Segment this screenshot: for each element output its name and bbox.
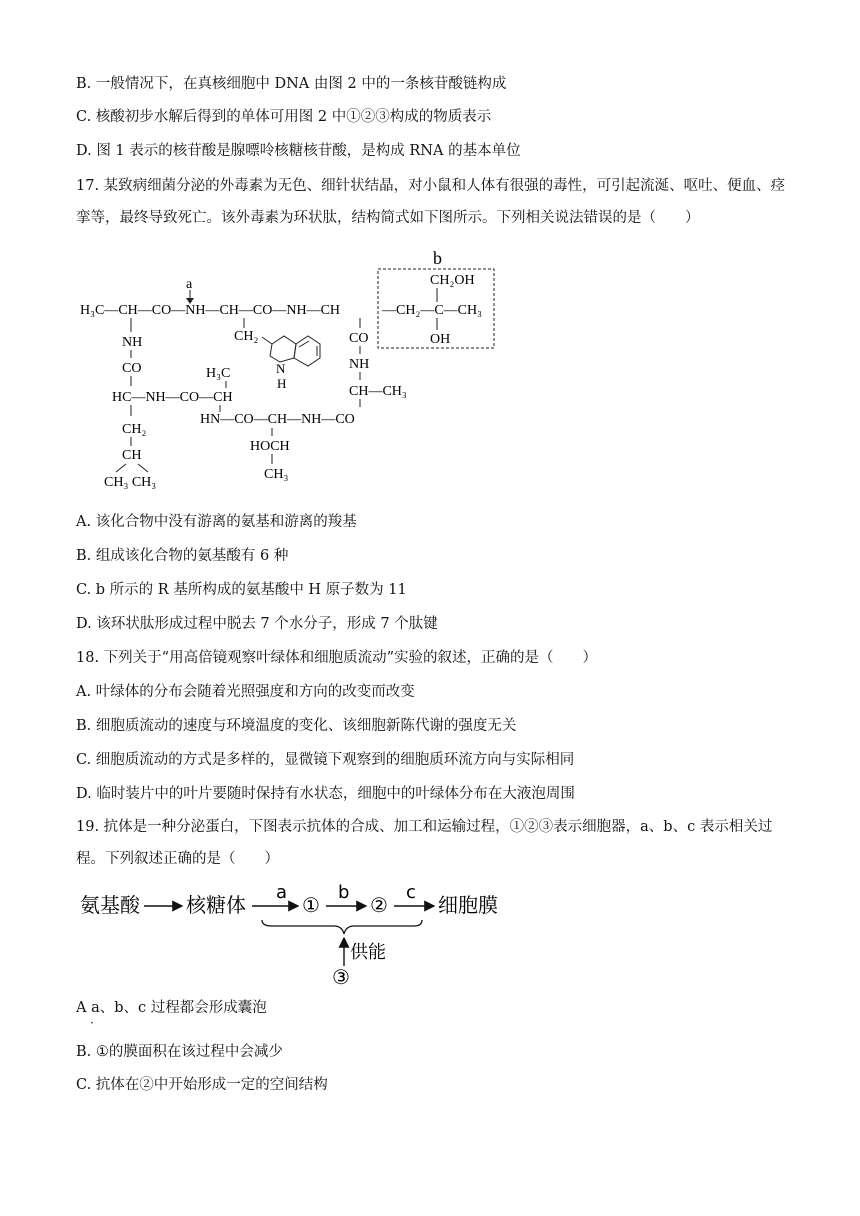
left-co: CO [122, 361, 142, 376]
q17-option-d: D. 该环状肽形成过程中脱去 7 个水分子，形成 7 个肽键 [76, 616, 438, 632]
top-chain: H₃C—CH—CO—NH—CH—CO—NH—CH [80, 303, 341, 318]
process-a: a [276, 882, 288, 903]
oh: OH [430, 332, 451, 347]
hoch: HOCH [250, 439, 290, 454]
q19-option-a: A a、b、c 过程都会形成囊泡 [76, 1000, 267, 1016]
q17-option-c: C. b 所示的 R 基所构成的氨基酸中 H 原子数为 11 [76, 582, 407, 598]
q17-option-a: A. 该化合物中没有游离的氨基和游离的羧基 [76, 514, 357, 530]
process-brace [262, 920, 422, 934]
q18-option-b: B. 细胞质流动的速度与环境温度的变化、该细胞新陈代谢的强度无关 [76, 718, 517, 734]
ch3-pair: CH₃ CH₃ [104, 475, 157, 490]
h3c-label: H₃C [206, 366, 231, 381]
q18-stem: 18. 下列关于“用高倍镜观察叶绿体和细胞质流动”实验的叙述，正确的是（ ） [76, 650, 597, 666]
energy-label: 供能 [350, 942, 386, 963]
q19-stem: 19. 抗体是一种分泌蛋白，下图表示抗体的合成、加工和运输过程，①②③表示细胞器，a、b、c 表示相关过程。下列叙述正确的是（ ） [76, 819, 773, 867]
q19-option-c: C. 抗体在②中开始形成一定的空间结构 [76, 1077, 328, 1093]
q17-option-b: B. 组成该化合物的氨基酸有 6 种 [76, 548, 289, 564]
label-a: a [186, 277, 193, 292]
ch2oh: CH₂OH [430, 273, 475, 288]
q19-option-b: B. ①的膜面积在该过程中会减少 [76, 1044, 283, 1060]
q18-option-a: A. 叶绿体的分布会随着光照强度和方向的改变而改变 [76, 684, 415, 700]
trp-ch2: CH₂ [234, 329, 259, 344]
q16-option-d: D. 图 1 表示的核苷酸是腺嘌呤核糖核苷酸，是构成 RNA 的基本单位 [76, 143, 521, 159]
membrane-label: 细胞膜 [438, 893, 498, 917]
q18-option-d: D. 临时装片中的叶片要随时保持有水状态，细胞中的叶绿体分布在大液泡周围 [76, 786, 575, 802]
q18-option-c: C. 细胞质流动的方式是多样的，显微镜下观察到的细胞质环流方向与实际相同 [76, 752, 575, 768]
organelle-1: ① [302, 893, 320, 917]
organelle-2: ② [370, 893, 388, 917]
label-b: b [433, 248, 442, 268]
hc-nh-co-ch: HC—NH—CO—CH [112, 390, 233, 405]
organelle-3: ③ [332, 965, 350, 989]
right-ch-ch3: CH—CH₃ [349, 384, 407, 399]
stray-dot: · [90, 1016, 94, 1030]
q17-stem: 17. 某致病细菌分泌的外毒素为无色、细针状结晶，对小鼠和人体有很强的毒性，可引起流涎、呕吐、便血、痉挛等，最终导致死亡。该外毒素为环状肽，结构简式如下图所示。下列相关说法错误的是（ ） [76, 178, 786, 226]
q16-option-c: C. 核酸初步水解后得到的单体可用图 2 中①②③构成的物质表示 [76, 109, 492, 125]
left-ch2: CH₂ [122, 422, 147, 437]
left-ch: CH [122, 448, 142, 463]
ch3-bottom: CH₃ [264, 467, 289, 482]
right-nh: NH [349, 357, 370, 372]
antibody-flow-diagram [76, 876, 516, 991]
q16-option-b: B. 一般情况下，在真核细胞中 DNA 由图 2 中的一条核苷酸链构成 [76, 76, 507, 92]
box-chain: —CH₂—C—CH₃ [382, 303, 482, 318]
indole-n: N [276, 361, 286, 376]
indole-ring [270, 336, 296, 362]
amino-acid-label: 氨基酸 [80, 893, 140, 917]
cyclic-peptide-structure [76, 240, 516, 495]
indole-h: H [277, 376, 287, 391]
ribosome-label: 核糖体 [186, 893, 246, 917]
process-b: b [338, 882, 350, 903]
right-co: CO [349, 331, 369, 346]
left-nh: NH [122, 335, 143, 350]
process-c: c [406, 882, 416, 903]
hn-chain: HN—CO—CH—NH—CO [200, 412, 355, 427]
